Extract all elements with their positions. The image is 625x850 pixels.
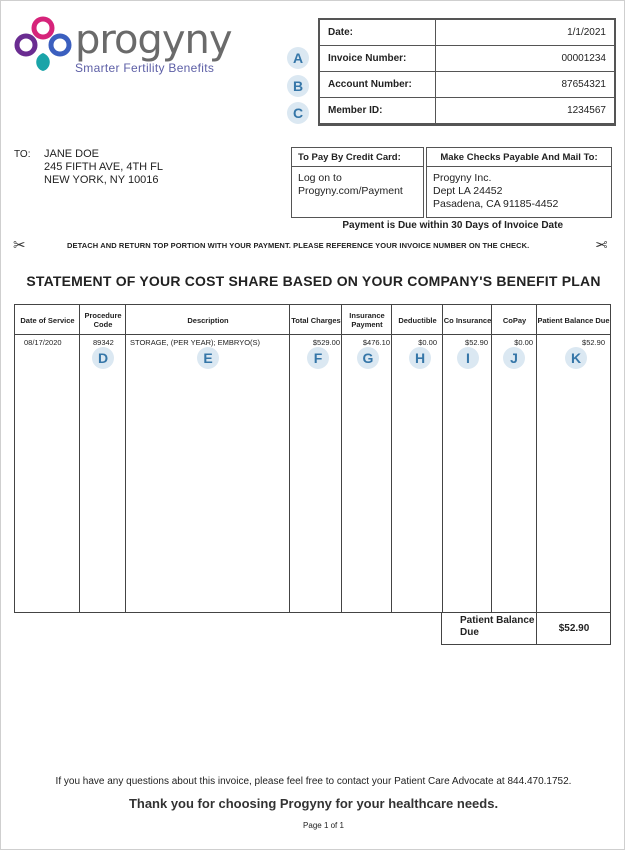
recipient-street: 245 FIFTH AVE, 4TH FL — [44, 161, 163, 173]
marker-k: K — [565, 347, 587, 369]
header-total-charges: Total Charges — [291, 315, 341, 325]
logo-wordmark: progyny — [75, 17, 232, 63]
marker-j: J — [503, 347, 525, 369]
logo-mark-icon — [13, 15, 73, 75]
cell-procedure: 89342 — [93, 338, 114, 347]
scissors-icon: ✂ — [13, 237, 26, 254]
marker-b: B — [287, 75, 309, 97]
recipient-address — [44, 148, 163, 187]
credit-card-line: Log on to — [298, 172, 342, 184]
info-value: 1/1/2021 — [436, 20, 615, 46]
payee-dept: Dept LA 24452 — [433, 185, 503, 197]
patient-balance-box — [441, 612, 611, 645]
progyny-logo — [13, 15, 232, 75]
header-description: Description — [187, 315, 229, 325]
marker-d: D — [92, 347, 114, 369]
marker-c: C — [287, 102, 309, 124]
info-row-invoice-number — [320, 46, 615, 72]
info-label: Member ID: — [320, 98, 436, 124]
info-row-member-id — [320, 98, 615, 124]
to-label: TO: — [14, 149, 31, 160]
recipient-city: NEW YORK, NY 10016 — [44, 174, 159, 186]
info-row-date — [320, 20, 615, 46]
info-value: 00001234 — [436, 46, 615, 72]
mail-check-header: Make Checks Payable And Mail To: — [427, 148, 611, 167]
payment-url[interactable]: Progyny.com/Payment — [298, 185, 403, 197]
marker-h: H — [409, 347, 431, 369]
marker-f: F — [307, 347, 329, 369]
logo-tagline: Smarter Fertility Benefits — [75, 61, 215, 75]
info-label: Date: — [320, 20, 436, 46]
statement-title: STATEMENT OF YOUR COST SHARE BASED ON YOUR COMPANY'S BENEFIT PLAN — [26, 273, 601, 289]
marker-e: E — [197, 347, 219, 369]
payee-name: Progyny Inc. — [433, 172, 492, 184]
cell-balance: $52.90 — [582, 338, 605, 347]
credit-card-header: To Pay By Credit Card: — [292, 148, 423, 167]
page-number: Page 1 of 1 — [303, 821, 344, 830]
patient-balance-label: Patient Balance Due — [442, 613, 537, 644]
marker-a: A — [287, 47, 309, 69]
payee-city: Pasadena, CA 91185-4452 — [433, 198, 559, 210]
cell-copay: $0.00 — [514, 338, 533, 347]
credit-card-box — [291, 147, 424, 218]
info-row-account-number — [320, 72, 615, 98]
cell-date: 08/17/2020 — [24, 338, 62, 347]
header-insurance-payment: Insurance Payment — [349, 311, 385, 329]
header-deductible: Deductible — [398, 315, 437, 325]
payment-due-note: Payment is Due within 30 Days of Invoice Date — [342, 220, 563, 231]
cell-insurance: $476.10 — [362, 338, 390, 347]
cell-description: STORAGE, (PER YEAR); EMBRYO(S) — [130, 338, 261, 347]
info-value: 1234567 — [436, 98, 615, 124]
patient-balance-value: $52.90 — [558, 623, 590, 634]
invoice-info-table — [319, 19, 615, 124]
column-divider — [15, 305, 80, 612]
footer-contact-note: If you have any questions about this invoice, please feel free to contact your Patient Care Advocate at 844.470.1752. — [55, 776, 572, 787]
detach-instructions: DETACH AND RETURN TOP PORTION WITH YOUR PAYMENT. PLEASE REFERENCE YOUR INVOICE NUMBER ON THE CHECK. — [67, 241, 530, 250]
header-patient-balance: Patient Balance Due — [537, 315, 610, 325]
header-co-insurance: Co Insurance — [443, 315, 492, 325]
cell-total: $529.00 — [312, 338, 340, 347]
thank-you-note: Thank you for choosing Progyny for your healthcare needs. — [128, 796, 499, 811]
cell-co-insurance: $52.90 — [465, 338, 488, 347]
header-procedure-code: Procedure Code — [84, 311, 122, 329]
marker-i: I — [457, 347, 479, 369]
header-date-of-service: Date of Service — [20, 315, 75, 325]
detach-line — [13, 236, 613, 256]
marker-g: G — [357, 347, 379, 369]
scissors-icon: ✂ — [595, 237, 608, 254]
recipient-name: JANE DOE — [44, 148, 100, 160]
info-label: Invoice Number: — [320, 46, 436, 72]
cell-deductible: $0.00 — [418, 338, 437, 347]
mail-check-box — [426, 147, 612, 218]
info-value: 87654321 — [436, 72, 615, 98]
header-copay: CoPay — [502, 315, 527, 325]
info-label: Account Number: — [320, 72, 436, 98]
